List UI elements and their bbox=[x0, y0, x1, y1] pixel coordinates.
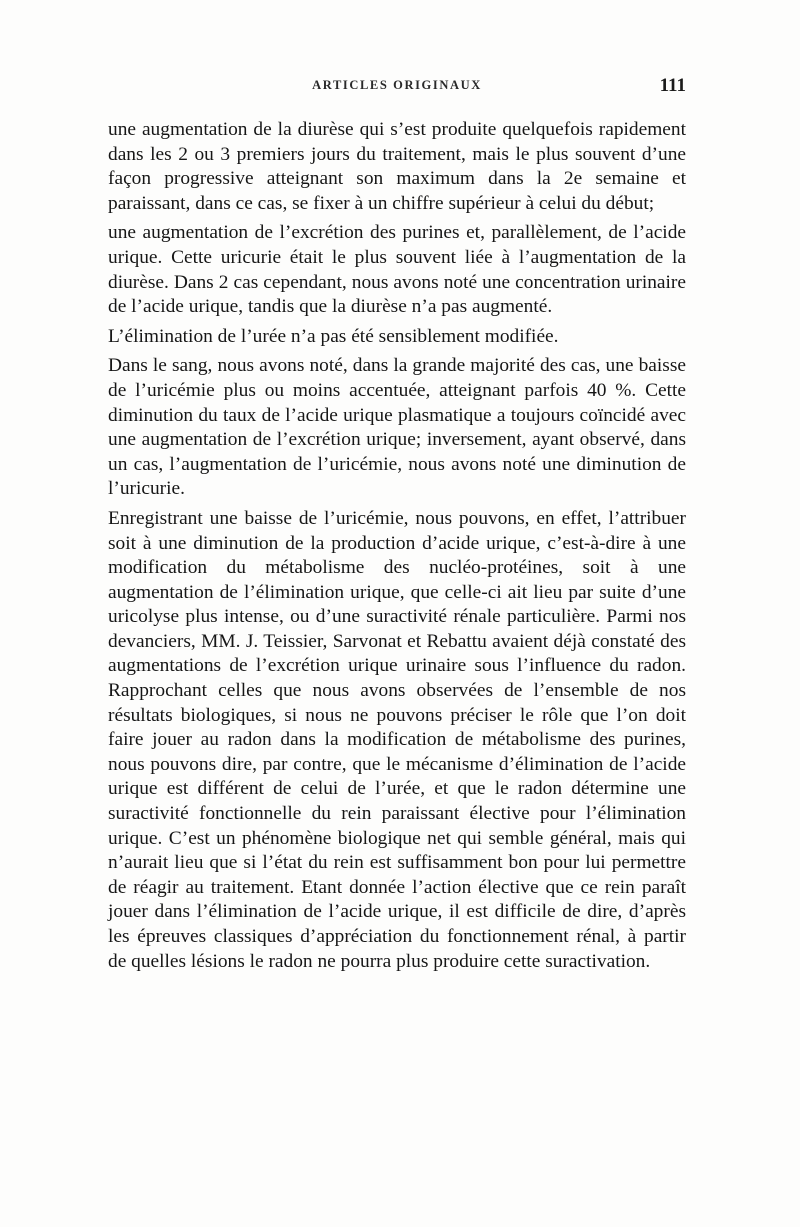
page-number: 111 bbox=[659, 75, 686, 96]
paragraph-purines: une augmentation de l’excrétion des purines et, parallèlement, de l’acide urique. Cette uricurie était le plus souvent liée à l’augmentation de la diurèse. Dans 2 cas cependant, nous avons noté une concentration urinaire de l’acide urique, tandis que la diurèse n’a pas augmenté. bbox=[108, 222, 686, 318]
paragraph-enregistrant: Enregistrant une baisse de l’uricémie, nous pouvons, en effet, l’attribuer soit à une diminution de la production d’acide urique, c’est-à-dire à une modification du métabolisme des nucléo-protéines, soit à une augmentation de l’élimination urique, que celle-ci ait lieu par suite d’une uricolyse plus intense, ou d’une suractivité rénale particulière. Parmi nos devanciers, MM. J. Teissier, Sarvonat et Rebattu avaient déjà constaté des augmentations de l’excrétion urique urinaire sous l’influence du radon. Rapprochant celles que nous avons observées de l’ensemble de nos résultats biologiques, si nous ne pouvons préciser le rôle que l’on doit faire jouer au radon dans la modification de métabolisme des purines, nous pouvons dire, par contre, que le mécanisme d’élimination de l’acide urique est différent de celui de l’urée, et que le radon détermine une suractivité fonctionnelle du rein paraissant élective pour l’élimination urique. C’est un phénomène biologique net qui semble général, mais qui n’aurait lieu que si l’état du rein est suffisamment bon pour lui permettre de réagir au traitement. Etant donnée l’action élective que ce rein paraît jouer dans l’élimination de l’acide urique, il est difficile de dire, d’après les épreuves classiques d’appréciation du fonctionnement rénal, à partir de quelles lésions le radon ne pourra plus produire cette suractivation. bbox=[108, 507, 686, 972]
body-text bbox=[108, 118, 686, 974]
running-title: ARTICLES ORIGINAUX bbox=[312, 78, 482, 92]
running-head bbox=[108, 75, 686, 100]
paragraph-uree: L’élimination de l’urée n’a pas été sensiblement modifiée. bbox=[108, 325, 559, 347]
paragraph-diuresis: une augmentation de la diurèse qui s’est produite quelquefois rapidement dans les 2 ou 3 premiers jours du traitement, mais le plus souvent d’une façon progressive atteignant son maximum dans la 2e semaine et paraissant, dans ce cas, se fixer à un chiffre supérieur à celui du début; bbox=[108, 119, 686, 214]
paragraph-uricemie: Dans le sang, nous avons noté, dans la grande majorité des cas, une baisse de l’uricémie plus ou moins accentuée, atteignant parfois 40 %. Cette diminution du taux de l’acide urique plasmatique a toujours coïncidé avec une augmentation de l’excrétion urique; inversement, ayant observé, dans un cas, l’augmentation de l’uricémie, nous avons noté une diminution de l’uricurie. bbox=[108, 355, 686, 500]
